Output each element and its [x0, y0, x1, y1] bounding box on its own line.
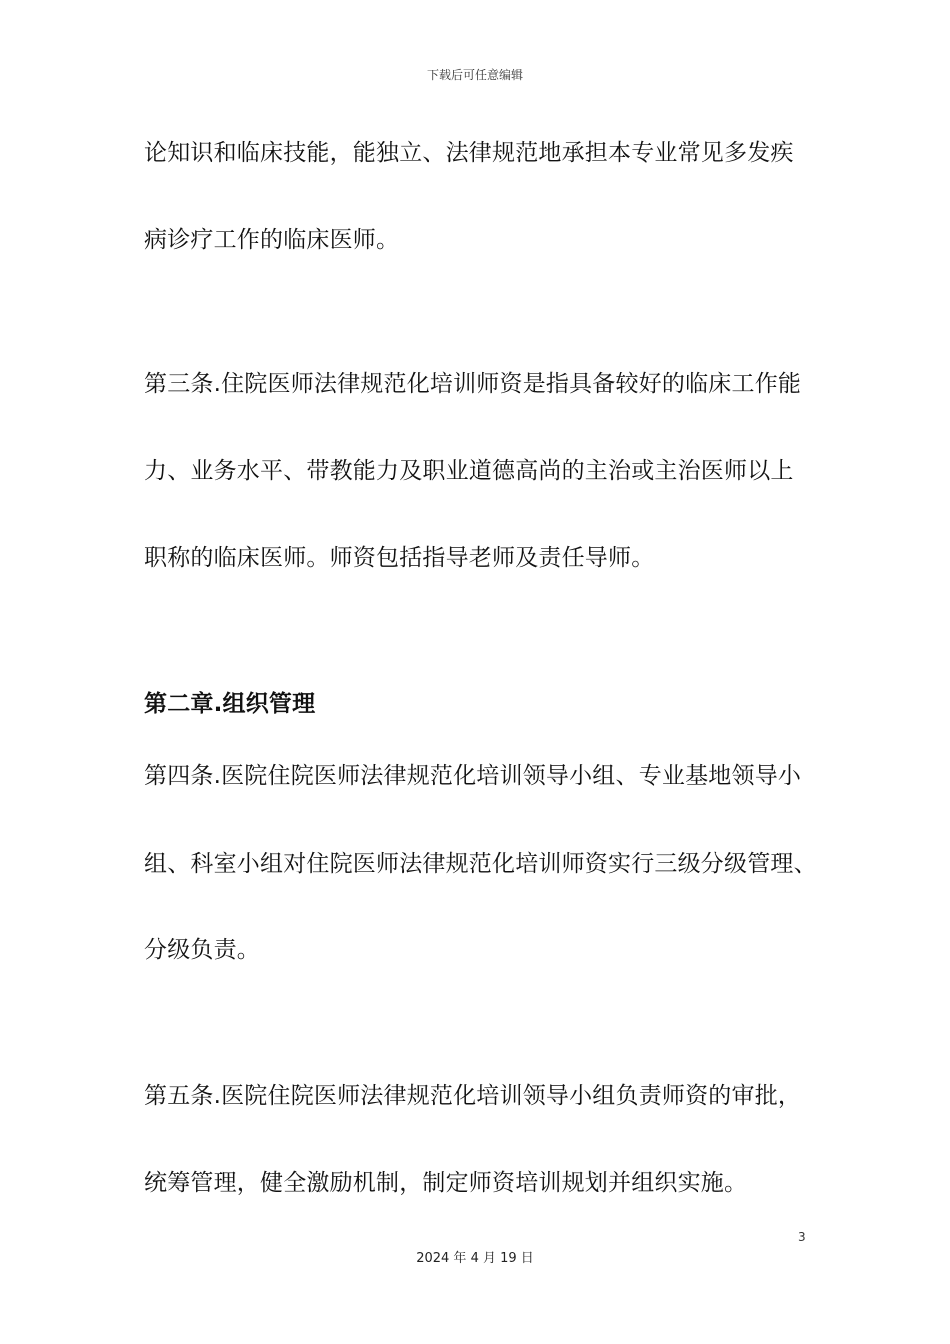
page-number: 3 — [798, 1230, 806, 1244]
chapter-heading: 第二章.组织管理 — [144, 691, 316, 717]
paragraph-line: 第五条.医院住院医师法律规范化培训领导小组负责师资的审批， — [144, 1083, 802, 1109]
paragraph-line: 病诊疗工作的临床医师。 — [144, 227, 400, 253]
paragraph-line: 分级负责。 — [144, 937, 260, 963]
paragraph-line: 组、科室小组对住院医师法律规范化培训师资实行三级分级管理、 — [144, 851, 817, 877]
paragraph-line: 论知识和临床技能，能独立、法律规范地承担本专业常见多发疾 — [144, 140, 794, 166]
paragraph-line: 统筹管理，健全激励机制，制定师资培训规划并组织实施。 — [144, 1170, 748, 1196]
page-header: 下载后可任意编辑 — [426, 68, 523, 82]
paragraph-line: 第四条.医院住院医师法律规范化培训领导小组、专业基地领导小 — [144, 763, 802, 789]
paragraph-line: 职称的临床医师。师资包括指导老师及责任导师。 — [144, 545, 655, 571]
paragraph-line: 力、业务水平、带教能力及职业道德高尚的主治或主治医师以上 — [144, 458, 794, 484]
paragraph-line: 第三条.住院医师法律规范化培训师资是指具备较好的临床工作能 — [144, 371, 802, 397]
footer-date: 2024 年 4 月 19 日 — [416, 1251, 534, 1266]
